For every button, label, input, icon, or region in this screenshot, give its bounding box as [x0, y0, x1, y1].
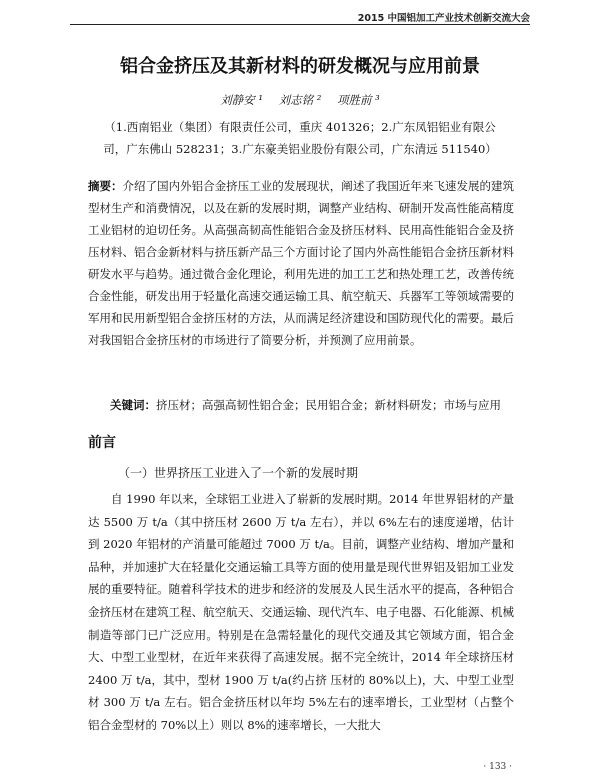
section-heading: 前言 [88, 435, 116, 451]
abstract [88, 175, 514, 351]
author-list [0, 92, 600, 108]
abstract-label: 摘要： [88, 179, 123, 193]
subsection-heading: （一）世界挤压工业进入了一个新的发展时期 [118, 466, 359, 480]
keywords-text: 挤压材；高强高韧性铝合金；民用铝合金；新材料研发；市场与应用 [156, 398, 501, 412]
author-2: 刘志铭 ² [278, 93, 322, 107]
affiliations: （1.西南铝业（集团）有限责任公司，重庆 401326；2.广东凤铝铝业有限公司，广东佛山 528231；3.广东豪美铝业股份有限公司，广东清远 511540） [103, 120, 497, 156]
abstract-text: 介绍了国内外铝合金挤压工业的发展现状，阐述了我国近年来飞速发展的建筑型材生产和消费情况，以及在新的发展时期，调整产业结构、研制开发高性能高精度工业铝材的迫切任务。从高强高韧高性能铝合金及挤压材料、民用高性能铝合金及挤压材料、铝合金新材料与挤压新产品三个方面讨论了国内外高性能铝合金挤压新材料研发水平与趋势。通过微合金化理论，利用先进的加工工艺和热处理工艺，改善传统合金性能，研发出用于轻量化高速交通运输工具、航空航天、兵器军工等领域需要的军用和民用新型铝合金挤压材的方法，从而满足经济建设和国防现代化的需要。最后对我国铝合金挤压材的市场进行了简要分析，并预测了应用前景。 [88, 179, 515, 347]
header-rule [70, 24, 530, 25]
running-header: 2015 中国铝加工产业技术创新交流大会 [357, 13, 530, 24]
page-number: · 133 · [483, 762, 512, 772]
paper-title: 铝合金挤压及其新材料的研发概况与应用前景 [120, 56, 480, 77]
keywords [110, 394, 514, 416]
keywords-label: 关键词： [110, 398, 156, 412]
author-1: 刘静安 ¹ [220, 93, 263, 107]
author-3: 项胜前 ³ [337, 93, 380, 107]
body-paragraph: 自 1990 年以来，全球铝工业进入了崭新的发展时期。2014 年世界铝材的产量达 5500 万 t/a（其中挤压材 2600 万 t/a 左右），并以 6%左右的速度递增，估计到 2020 年铝材的产消量可能超过 7000 万 t/a。目前，调整产业结构、增加产量和品种，并加速扩大在轻量化交通运输工具等方面的使用量是现代世界铝及铝加工业发展的重要特征。随着科学技术的进步和经济的发展及人民生活水平的提高，各种铝合金挤压材在建筑工程、航空航天、交通运输、现代汽车、电子电器、石化能源、机械制造等部门已广泛应用。特别是在急需轻量化的现代交通及其它领域方面，铝合金大、中型工业型材，在近年来获得了高速发展。据不完全统计，2014 年全球挤压材 2400 万 t/a，其中，型材 1900 万 t/a(约占挤 压材的 80%以上)，大、中型工业型材 300 万 t/a 左右。铝合金挤压材以年均 5%左右的速率增长，工业型材（占整个铝合金型材的 70%以上）则以 8%的速率增长，一大批大 [88, 492, 514, 732]
